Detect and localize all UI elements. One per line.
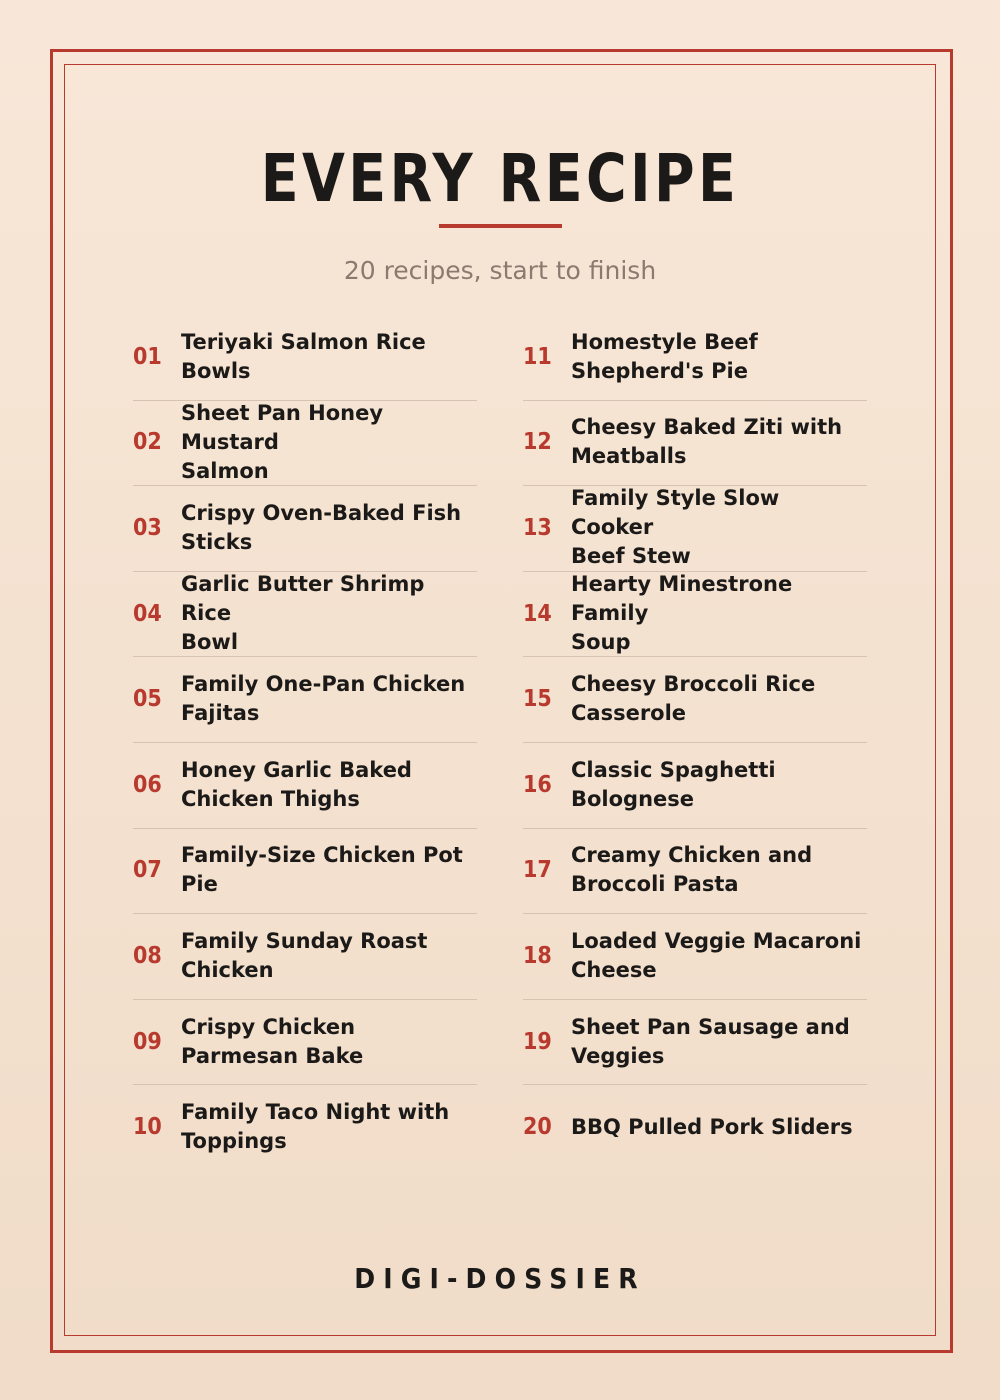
recipe-item — [133, 656, 477, 743]
recipe-name: Homestyle Beef Shepherd's Pie — [571, 329, 758, 383]
recipe-name: Family Style Slow Cooker Beef Stew — [571, 486, 780, 569]
title-underline — [439, 224, 562, 228]
recipe-name: Loaded Veggie Macaroni Cheese — [571, 928, 862, 982]
recipe-number: 14 — [523, 600, 552, 627]
recipe-item — [133, 1084, 477, 1170]
recipe-name: Creamy Chicken and Broccoli Pasta — [571, 843, 813, 897]
recipe-item — [133, 571, 477, 658]
recipe-item — [523, 400, 867, 487]
recipe-name: Honey Garlic Baked Chicken Thighs — [181, 757, 412, 811]
recipe-item — [523, 742, 867, 829]
recipe-item — [133, 742, 477, 829]
recipe-number: 09 — [133, 1028, 162, 1055]
recipe-number: 08 — [133, 942, 162, 969]
recipe-name: Crispy Chicken Parmesan Bake — [181, 1014, 364, 1068]
recipe-name: Classic Spaghetti Bolognese — [571, 757, 776, 811]
recipe-item — [523, 828, 867, 915]
recipe-number: 03 — [133, 514, 162, 541]
recipe-name: Family Sunday Roast Chicken — [181, 928, 428, 982]
page-subtitle: 20 recipes, start to finish — [343, 256, 657, 285]
recipe-item — [523, 913, 867, 1000]
recipe-item — [133, 314, 477, 401]
recipe-name: Sheet Pan Sausage and Veggies — [571, 1014, 850, 1068]
recipe-item — [523, 999, 867, 1086]
recipe-number: 06 — [133, 771, 162, 798]
recipe-item — [523, 1084, 867, 1170]
recipe-number: 17 — [523, 857, 552, 884]
recipe-item — [523, 656, 867, 743]
recipe-number: 18 — [523, 942, 552, 969]
recipe-number: 13 — [523, 514, 552, 541]
recipe-item — [523, 314, 867, 401]
recipe-number: 01 — [133, 343, 162, 370]
brand-footer: DIGI-DOSSIER — [354, 1262, 646, 1295]
recipe-item — [133, 999, 477, 1086]
recipe-item — [133, 485, 477, 572]
recipe-name: BBQ Pulled Pork Sliders — [571, 1114, 853, 1139]
recipe-item — [523, 571, 867, 658]
recipe-number: 19 — [523, 1028, 552, 1055]
recipe-name: Cheesy Broccoli Rice Casserole — [571, 672, 816, 726]
recipe-number: 12 — [523, 429, 552, 456]
recipe-item — [133, 828, 477, 915]
recipe-number: 11 — [523, 343, 552, 370]
recipe-name: Family-Size Chicken Pot Pie — [181, 843, 463, 897]
recipe-item — [523, 485, 867, 572]
recipe-item — [133, 913, 477, 1000]
recipe-number: 04 — [133, 600, 162, 627]
recipe-name: Crispy Oven-Baked Fish Sticks — [181, 500, 462, 554]
recipe-number: 15 — [523, 686, 552, 713]
recipe-name: Hearty Minestrone Family Soup — [571, 572, 793, 655]
recipe-number: 05 — [133, 686, 162, 713]
recipe-name: Family One-Pan Chicken Fajitas — [181, 672, 466, 726]
recipe-number: 10 — [133, 1114, 162, 1141]
recipe-name: Teriyaki Salmon Rice Bowls — [181, 329, 426, 383]
recipe-name: Family Taco Night with Toppings — [181, 1100, 450, 1154]
recipe-name: Sheet Pan Honey Mustard Salmon — [181, 400, 384, 483]
recipe-number: 02 — [133, 429, 162, 456]
recipe-name: Cheesy Baked Ziti with Meatballs — [571, 415, 843, 469]
recipe-number: 20 — [523, 1114, 552, 1141]
recipe-name: Garlic Butter Shrimp Rice Bowl — [181, 572, 425, 655]
recipe-number: 07 — [133, 857, 162, 884]
recipe-number: 16 — [523, 771, 552, 798]
recipe-item — [133, 400, 477, 487]
page-title: EVERY RECIPE — [260, 140, 740, 217]
